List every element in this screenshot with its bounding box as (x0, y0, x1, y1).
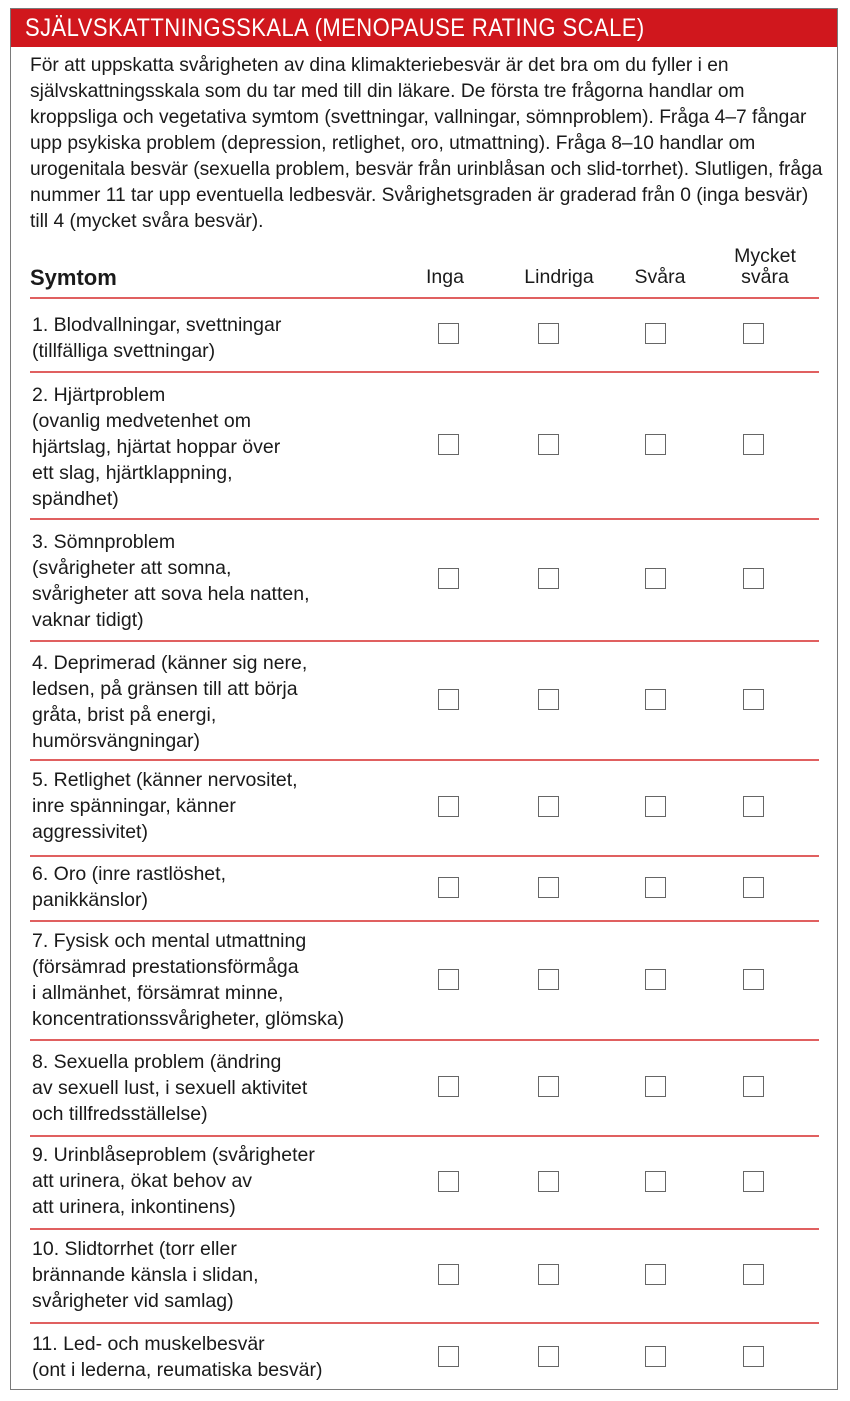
intro-paragraph: För att uppskatta svårigheten av dina klimakteriebesvär är det bra om du fyller i en självskattningsskala som du tar med till din läkare. De första tre frågorna handlar om kroppsliga och vegetativa symtom (svettningar, vallningar, sömnproblem). Fråga 4–7 fångar upp psykiska problem (depression, retlighet, oro, utmattning). Fråga 8–10 handlar om urogenitala besvär (sexuella problem, besvär från urinblåsan och slid-torrhet). Slutligen, fråga nummer 11 tar upp eventuella ledbesvär. Svårighetsgraden är graderad från 0 (inga besvär) till 4 (mycket svåra besvär). (30, 55, 823, 232)
symptom-label-line: av sexuell lust, i sexuell aktivitet (32, 1077, 308, 1099)
symptom-label-line: koncentrationssvårigheter, glömska) (32, 1008, 345, 1030)
checkbox-severe[interactable] (645, 969, 666, 990)
checkbox-very-severe[interactable] (743, 1346, 764, 1367)
symptom-label-line: (ont i lederna, reumatiska besvär) (32, 1359, 323, 1381)
row-divider (30, 759, 819, 761)
checkbox-mild[interactable] (538, 1264, 559, 1285)
symptom-label (32, 1142, 392, 1220)
checkbox-severe[interactable] (645, 1264, 666, 1285)
symptom-label-line: (svårigheter att somna, (32, 557, 232, 579)
row-divider (30, 1039, 819, 1041)
checkbox-none[interactable] (438, 434, 459, 455)
symptom-label-line: svårigheter att sova hela natten, (32, 583, 310, 605)
symptom-label (32, 312, 392, 364)
symptom-label-line: ledsen, på gränsen till att börja (32, 678, 298, 700)
row-divider (30, 920, 819, 922)
rating-scale-panel (10, 8, 838, 1390)
checkbox-mild[interactable] (538, 1076, 559, 1097)
checkbox-none[interactable] (438, 323, 459, 344)
checkbox-mild[interactable] (538, 323, 559, 344)
checkbox-very-severe[interactable] (743, 434, 764, 455)
checkbox-none[interactable] (438, 1171, 459, 1192)
checkbox-severe[interactable] (645, 877, 666, 898)
symptom-label-line: spändhet) (32, 488, 119, 510)
column-header-very-severe-line2: svåra (741, 266, 789, 288)
row-divider (30, 371, 819, 373)
symptom-label-line: 6. Oro (inre rastlöshet, (32, 863, 226, 885)
checkbox-very-severe[interactable] (743, 1076, 764, 1097)
symptom-label (32, 650, 392, 754)
symptom-label-line: (ovanlig medvetenhet om (32, 410, 251, 432)
symptom-label (32, 1049, 392, 1127)
checkbox-severe[interactable] (645, 434, 666, 455)
symptom-label-line: 2. Hjärtproblem (32, 384, 166, 406)
row-divider (30, 518, 819, 520)
symptom-label-line: i allmänhet, försämrat minne, (32, 982, 284, 1004)
checkbox-very-severe[interactable] (743, 568, 764, 589)
checkbox-very-severe[interactable] (743, 877, 764, 898)
checkbox-mild[interactable] (538, 1171, 559, 1192)
symptom-label-line: 4. Deprimerad (känner sig nere, (32, 652, 308, 674)
symptom-label-line: 1. Blodvallningar, svettningar (32, 314, 282, 336)
checkbox-severe[interactable] (645, 323, 666, 344)
checkbox-severe[interactable] (645, 689, 666, 710)
checkbox-none[interactable] (438, 1076, 459, 1097)
checkbox-mild[interactable] (538, 877, 559, 898)
symptom-label-line: brännande känsla i slidan, (32, 1264, 259, 1286)
checkbox-mild[interactable] (538, 1346, 559, 1367)
checkbox-mild[interactable] (538, 796, 559, 817)
checkbox-none[interactable] (438, 1346, 459, 1367)
symptom-label-line: 7. Fysisk och mental utmattning (32, 930, 307, 952)
column-header-mild: Lindriga (524, 266, 594, 288)
symptom-label-line: 11. Led- och muskelbesvär (32, 1333, 265, 1355)
checkbox-very-severe[interactable] (743, 1264, 764, 1285)
checkbox-mild[interactable] (538, 689, 559, 710)
checkbox-severe[interactable] (645, 796, 666, 817)
column-header-very-severe-line1: Mycket (734, 245, 796, 267)
symptom-label-line: (försämrad prestationsförmåga (32, 956, 299, 978)
symptom-label-line: 3. Sömnproblem (32, 531, 176, 553)
symptom-label (32, 767, 392, 845)
column-header-severe: Svåra (634, 266, 686, 288)
row-divider (30, 1322, 819, 1324)
symptom-label (32, 928, 392, 1032)
checkbox-mild[interactable] (538, 568, 559, 589)
row-divider (30, 297, 819, 299)
panel-title: SJÄLVSKATTNINGSSKALA (MENOPAUSE RATING SCALE) (25, 14, 645, 42)
checkbox-none[interactable] (438, 969, 459, 990)
symptom-label-line: (tillfälliga svettningar) (32, 340, 216, 362)
checkbox-very-severe[interactable] (743, 323, 764, 344)
checkbox-severe[interactable] (645, 1346, 666, 1367)
symptom-label (32, 1236, 392, 1314)
symptom-label (32, 382, 392, 512)
symptom-label-line: att urinera, inkontinens) (32, 1196, 236, 1218)
symptom-label (32, 529, 392, 633)
symptom-label-line: panikkänslor) (32, 889, 148, 911)
checkbox-severe[interactable] (645, 1076, 666, 1097)
checkbox-none[interactable] (438, 796, 459, 817)
title-bar (11, 9, 837, 47)
symptom-label-line: 10. Slidtorrhet (torr eller (32, 1238, 237, 1260)
checkbox-mild[interactable] (538, 434, 559, 455)
symptom-label-line: 9. Urinblåseproblem (svårigheter (32, 1144, 315, 1166)
column-header-symptom: Symtom (30, 265, 117, 290)
symptom-label-line: vaknar tidigt) (32, 609, 144, 631)
symptom-label (32, 1331, 392, 1383)
symptom-label-line: inre spänningar, känner (32, 795, 236, 817)
column-header-none: Inga (426, 266, 464, 288)
checkbox-very-severe[interactable] (743, 689, 764, 710)
symptom-label-line: 8. Sexuella problem (ändring (32, 1051, 282, 1073)
checkbox-none[interactable] (438, 877, 459, 898)
symptom-label-line: 5. Retlighet (känner nervositet, (32, 769, 298, 791)
checkbox-very-severe[interactable] (743, 1171, 764, 1192)
row-divider (30, 855, 819, 857)
checkbox-very-severe[interactable] (743, 796, 764, 817)
checkbox-severe[interactable] (645, 1171, 666, 1192)
symptom-label-line: svårigheter vid samlag) (32, 1290, 234, 1312)
symptom-label-line: gråta, brist på energi, (32, 704, 217, 726)
symptom-label-line: och tillfredsställelse) (32, 1103, 208, 1125)
checkbox-severe[interactable] (645, 568, 666, 589)
row-divider (30, 1228, 819, 1230)
symptom-label-line: ett slag, hjärtklappning, (32, 462, 233, 484)
symptom-label (32, 861, 392, 913)
checkbox-very-severe[interactable] (743, 969, 764, 990)
symptom-label-line: aggressivitet) (32, 821, 148, 843)
symptom-label-line: hjärtslag, hjärtat hoppar över (32, 436, 281, 458)
row-divider (30, 1135, 819, 1137)
symptom-label-line: att urinera, ökat behov av (32, 1170, 253, 1192)
checkbox-none[interactable] (438, 568, 459, 589)
column-header-very-severe (720, 246, 810, 288)
symptom-label-line: humörsvängningar) (32, 730, 201, 752)
checkbox-none[interactable] (438, 1264, 459, 1285)
checkbox-mild[interactable] (538, 969, 559, 990)
row-divider (30, 640, 819, 642)
checkbox-none[interactable] (438, 689, 459, 710)
